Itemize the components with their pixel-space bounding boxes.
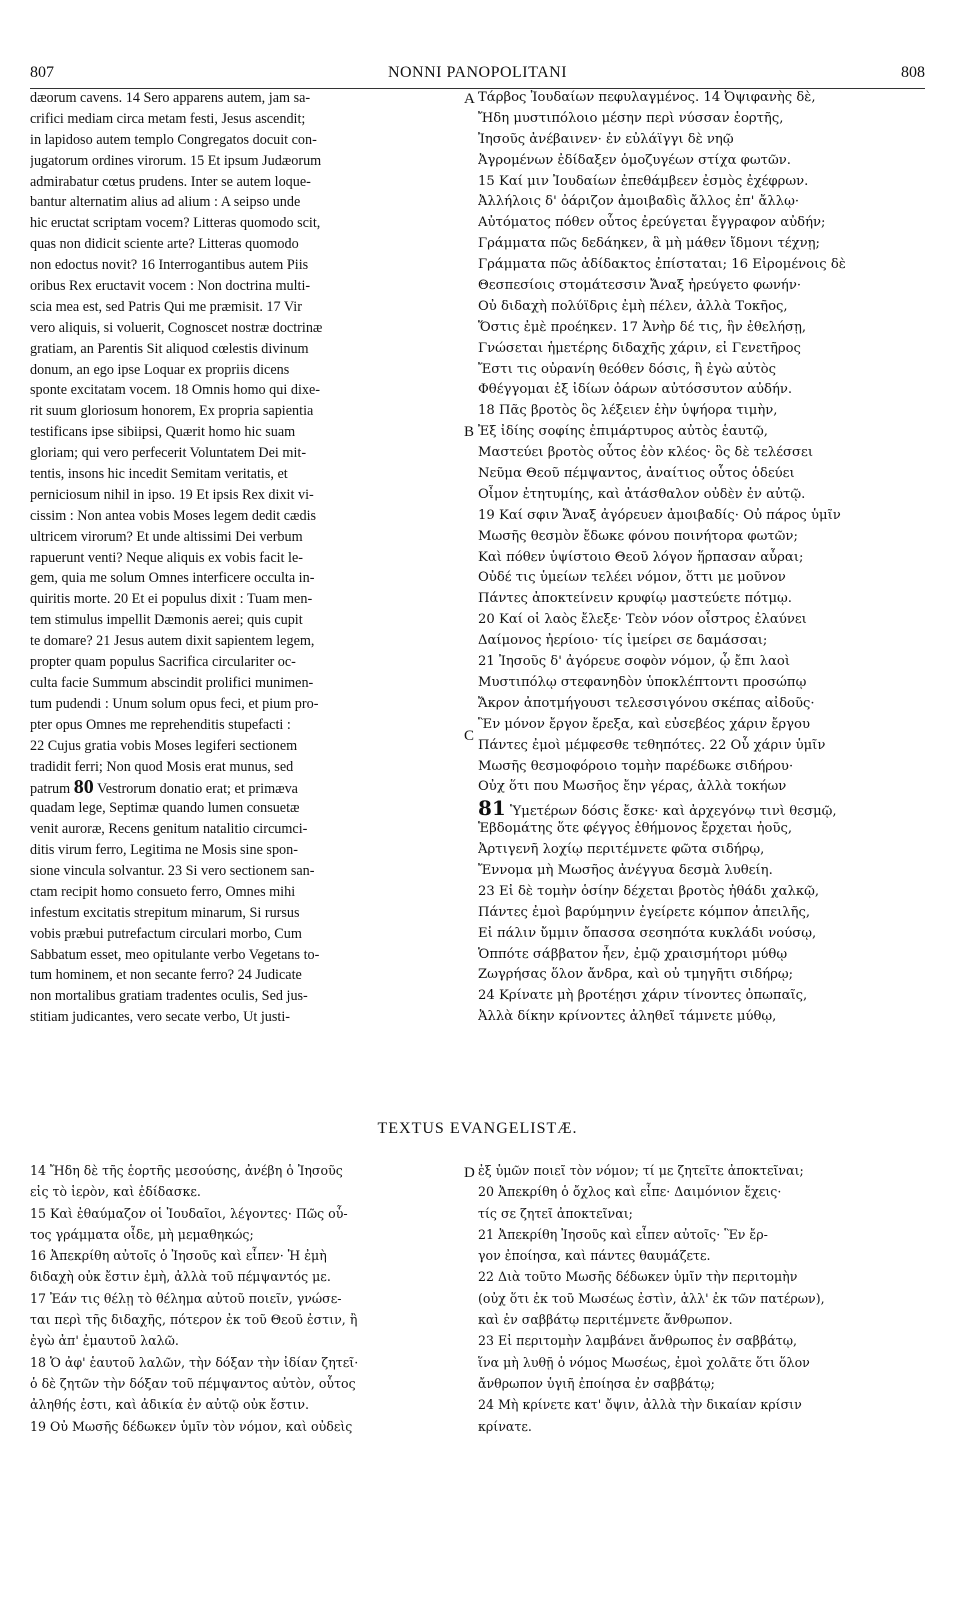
text-line: κρίνατε. [478,1418,532,1434]
text-line: εἰς τὸ ἱερὸν, καὶ ἐδίδασκε. [30,1184,201,1200]
text-line: oribus Rex eructavit vocem : Non doctrina multi- [30,278,311,295]
text-line: Τάρβος Ἰουδαίων πεφυλαγμένος. 14 Ὀψιφανὴς δὲ, [478,90,816,105]
text-line: Γράμματα πῶς δεδάηκεν, ἃ μὴ μάθεν ἴδμονι τέχνῃ; [478,236,820,252]
text-line: 14 Ἤδη δὲ τῆς ἑορτῆς μεσούσης, ἀνέβη ὁ Ἰησοῦς [30,1163,343,1178]
text-line: quadam lege, Septimæ quando lumen consuetæ [30,800,300,817]
text-line: non mortalibus gratiam tradentes oculis, Sed jus- [30,988,308,1005]
text-line: 22 Cujus gratia vobis Moses legiferi sectionem [30,737,298,754]
column-number-81: 81 [478,798,506,820]
text-line: Ἔστι τις οὐρανίη θεόθεν δόσις, ἢ ἐγὼ αὐτὸς [478,361,776,377]
text-line: 23 Εἰ δὲ τομὴν ὁσίην δέχεται βροτὸς ἠθάδι χαλκῷ, [478,883,820,899]
text-line: Ἀλλὰ δίκην κρίνοντες ἀληθεῖ τάμνετε μύθῳ, [478,1009,777,1025]
text-line: crifici mediam circa metam festi, Jesus ascendit; [30,110,306,127]
text-line: ἐξ ὑμῶν ποιεῖ τὸν νόμον; τί με ζητεῖτε ἀποκτεῖναι; [478,1163,804,1178]
text-line: propter quam populus Sacrifica circulariter oc- [30,654,296,671]
text-line: Ἔννομα μὴ Μωσῆος ἀνέγγυα δεσμὰ λυθείη. [478,862,773,878]
textus-right-column [478,1160,930,1437]
text-line: Ἰησοῦς ἀνέβαινεν· ἐν εὐλάϊγγι δὲ νηῷ [478,131,734,147]
latin-column [30,88,460,1028]
text-line: Μαστεύει βροτὸς οὗτος ἑὸν κλέος· ὃς δὲ τελέσσει [478,445,814,461]
text-line: ἵνα μὴ λυθῇ ὁ νόμος Μωσέως, ἐμοὶ χολᾶτε ὅτι ὅλον [478,1354,810,1370]
running-title: NONNI PANOPOLITANI [387,64,568,81]
text-line: Ἀγρομένων ἐδίδαξεν ὁμοζυγέων στίχα φωτῶν. [478,152,791,168]
greek-column [478,88,930,1028]
text-line: 19 Καί σφιν Ἄναξ ἀγόρευεν ἀμοιβαδίς· Οὐ πάρος ὑμῖν [478,507,841,523]
text-line: (οὐχ ὅτι ἐκ τοῦ Μωσέως ἐστὶν, ἀλλ' ἐκ τῶν πατέρων), [478,1290,825,1306]
text-line: Οὐ διδαχὴ πολύϊδρις ἐμὴ πέλεν, ἀλλὰ Τοκῆος, [478,298,788,314]
text-line: Δαίμονος ἠερίοιο· τίς ἱμείρει σε δαμάσσαι; [478,633,768,649]
text-line: Οἶμον ἐτητυμίης, καὶ ἀτάσθαλον οὐδὲν ἐν αὐτῷ. [478,486,806,502]
text-line: τίς σε ζητεῖ ἀποκτεῖναι; [478,1205,633,1221]
text-line: 15 Καὶ ἐθαύμαζον οἱ Ἰουδαῖοι, λέγοντες· Πῶς οὗ- [30,1205,348,1221]
left-page-number: 807 [30,64,54,81]
text-line: infestum excitatis strepitum minarum, Si rursus [30,904,300,921]
text-line: 21 Ἀπεκρίθη Ἰησοῦς καὶ εἶπεν αὐτοῖς· Ἓν ἔρ- [478,1226,768,1242]
text-line: Μωσῆς θεσμοφόροιο τομὴν παρέδωκε σιδήρου· [478,758,794,774]
text-line: tum hominem, et non secante ferro? 24 Judicate [30,967,302,984]
text-segment: Ὑμετέρων δόσις ἔσκε· καὶ ἀρχεγόνῳ τινὶ θεσμῷ, [510,804,837,820]
text-line: Ἀλλήλοις δ' ὀάριζον ἀμοιβαδὶς ἄλλος ἐπ' ἄλλῳ· [478,194,800,210]
text-line: ἀληθής ἐστι, καὶ ἀδικία ἐν αὐτῷ οὐκ ἔστιν. [30,1397,309,1413]
text-line: Θεσπεσίοις στομάτεσσιν Ἄναξ ἠρεύγετο φωνήν· [478,278,802,294]
text-line: Γράμματα πῶς ἀδίδακτος ἐπίσταται; 16 Εἰρομένοις δὲ [478,257,846,273]
text-line: 17 Ἐάν τις θέλῃ τὸ θέλημα αὐτοῦ ποιεῖν, γνώσε- [30,1290,342,1306]
text-line: Φθέγγομαι ἐξ ἰδίων ὀάρων αὐτόσσυτον αὐδήν. [478,382,793,398]
text-line: 22 Διὰ τοῦτο Μωσῆς δέδωκεν ὑμῖν τὴν περιτομὴν [478,1269,798,1285]
text-line: 20 Καί οἱ λαὸς ἔλεξε· Τεὸν νόον οἶστρος ἐλαύνει [478,612,807,628]
text-line: sponte excitatam vocem. 18 Omnis homo qui dixe- [30,382,320,399]
text-line: vero aliquis, si voluerit, Cognoscet nostræ doctrinæ [30,319,323,336]
text-line: scia mea est, sed Patris Qui me præmisit. 17 Vir [30,298,302,315]
text-line: quas non didicit sciente arte? Litteras quomodo [30,236,299,253]
text-line: Αὐτόματος πόθεν οὗτος ἐρεύγεται ἔγγραφον αὐδήν; [478,215,826,231]
text-line: Νεῦμα Θεοῦ πέμψαντος, ἀναίτιος οὗτος ὁδεύει [478,466,795,482]
text-line: Ἤδη μυστιπόλοιο μέσην περὶ νύσσαν ἑορτῆς, [478,110,784,126]
text-line: non edoctus novit? 16 Interrogantibus autem Piis [30,257,309,274]
text-line: ditis virum ferro, Legitima ne Mosis sine spon- [30,842,298,859]
text-line: venit auroræ, Recens genitum natalitio circumci- [30,821,308,838]
text-line: 19 Οὐ Μωσῆς δέδωκεν ὑμῖν τὸν νόμον, καὶ οὐδεὶς [30,1418,353,1434]
text-line: διδαχὴ οὐκ ἔστιν ἐμὴ, ἀλλὰ τοῦ πέμψαντός με. [30,1269,331,1285]
margin-marker-d: D [464,1165,475,1181]
text-line: 23 Εἰ περιτομὴν λαμβάνει ἄνθρωπος ἐν σαββάτῳ, [478,1333,797,1349]
margin-marker-c: C [464,728,475,744]
section-title: TEXTUS EVANGELISTÆ. [377,1120,578,1137]
text-line: tum pudendi : Unum solum opus feci, et pium pro- [30,695,319,712]
text-line: Ὅστις ἐμὲ προέηκεν. 17 Ἀνὴρ δέ τις, ἣν ἐθελήσῃ, [478,319,807,335]
text-line: donum, an ego ipse Loquar ex propriis dicens [30,361,290,378]
text-line: pter opus Omnes me reprehenditis stupefacti : [30,716,291,733]
text-line: bantur alternatim alius ad alium : A seipso unde [30,194,301,211]
text-line: admirabatur cœtus prudens. Inter se autem loque- [30,173,311,190]
text-line: culta facie Summum abscindit prolifici munimen- [30,674,314,691]
text-line: dæorum cavens. 14 Sero apparens autem, jam sa- [30,90,311,106]
text-line: gratiam, an Parentis Sit aliquod cœlestis divinum [30,340,309,357]
text-line: Πάντες ἐμοὶ μέμφεσθε τεθηπότες. 22 Οὗ χάριν ὑμῖν [478,737,826,753]
text-line: 15 Καί μιν Ἰουδαίων ἐπεθάμβεεν ἐσμὸς ἐχέφρων. [478,173,809,189]
text-line: Πάντες ἀποκτείνειν κρυφίῳ μαστεύετε πότμῳ. [478,591,792,607]
text-line: gloriam; qui vero perfecerit Voluntatem Dei mit- [30,445,307,462]
text-line: te domare? 21 Jesus autem dixit sapientem legem, [30,633,315,650]
text-line: Οὐχ ὅτι που Μωσῆος ἔην γέρας, ἀλλὰ τοκήων [478,779,787,795]
text-line [478,798,930,819]
text-line: Sabbatum esset, meo opitulante verbo Vegetans to- [30,946,320,963]
text-segment: Vestrorum donatio erat; et primæva [97,781,298,798]
text-line: ctam recipit homo consueto ferro, Omnes mihi [30,883,296,900]
column-number-80: 80 [73,777,94,799]
text-line: Ἓν μόνον ἔργον ἔρεξα, καὶ εὐσεβέος χάριν ἔργου [478,716,811,732]
text-line: tradidit ferri; Non quod Mosis erat munus, sed [30,758,294,775]
text-line: cissim : Non antea vobis Moses legem dedit cædis [30,507,317,524]
text-line: Ἐξ ἰδίης σοφίης ἐπιμάρτυρος αὐτὸς ἑαυτῷ, [478,424,768,440]
text-line: hic eructat scriptam vocem? Litteras quomodo scit, [30,215,321,232]
text-line: Ἀρτιγενῆ λοχίῳ περιτέμνετε φῶτα σιδήρῳ, [478,842,765,858]
text-line: 16 Ἀπεκρίθη αὐτοῖς ὁ Ἰησοῦς καὶ εἶπεν· Ἡ ἐμὴ [30,1248,327,1264]
textus-left-column [30,1160,460,1437]
text-line: Ὁππότε σάββατον ἦεν, ἐμῷ χραισμήτορι μύθῳ [478,946,788,962]
text-line: 18 Πᾶς βροτὸς ὃς λέξειεν ἑὴν ὑψήορα τιμὴν, [478,403,778,419]
text-line: 20 Ἀπεκρίθη ὁ ὄχλος καὶ εἶπε· Δαιμόνιον ἔχεις· [478,1184,782,1200]
text-line: ἐγὼ ἀπ' ἐμαυτοῦ λαλῶ. [30,1333,179,1349]
text-line: Εἰ πάλιν ὔμμιν ὄπασσα σεσηπότα κυκλάδι νούσῳ, [478,925,817,941]
text-line: Γνώσεται ἡμετέρης διδαχῆς χάριν, εἰ Γενετῆρος [478,340,801,356]
text-line: Ἄκρον ἀποτμήγουσι τελεσσιγόνου σκέπας αἰδοῦς· [478,695,815,711]
text-line: sione vincula solvantur. 23 Si vero sectionem san- [30,862,315,879]
text-line: Οὐδέ τις ὑμείων τελέει νόμον, ὅττι με μοῦνον [478,570,786,586]
text-line: ὁ δὲ ζητῶν τὴν δόξαν τοῦ πέμψαντος αὐτὸν, οὗτος [30,1375,356,1391]
margin-marker-b: B [464,424,475,440]
text-line: jugatorum ordines virorum. 15 Et ipsum Judæorum [30,152,322,169]
text-line: vobis præbui putrefactum circulari morbo, Cum [30,925,302,942]
text-line: Καὶ πόθεν ὑψίστοιο Θεοῦ λόγον ἥρπασαν αὖραι; [478,549,804,565]
text-line: ultricem virorum? Et unde altissimi Dei verbum [30,528,303,545]
text-line: rapuerunt venti? Neque aliquis ex vobis facit le- [30,549,304,566]
text-line: ται περὶ τῆς διδαχῆς, πότερον ἐκ τοῦ Θεοῦ ἐστιν, ἢ [30,1312,358,1328]
text-line: γον ἐποίησα, καὶ πάντες θαυμάζετε. [478,1248,711,1264]
text-line [30,777,460,798]
text-line: testificans ipse sibiipsi, Quærit homo hic suam [30,424,296,441]
text-line: Ζωγρήσας ὅλον ἄνδρα, καὶ οὐ τμηγῆτι σιδήρῳ; [478,967,794,983]
page-header [30,64,925,86]
text-line: tem stimulus impellit Dæmonis aerei; quis cupit [30,612,303,629]
margin-marker-a: A [464,91,475,107]
text-line: Πάντες ἐμοὶ βαρύμηνιν ἐγείρετε κόμπον ἀπειλῆς, [478,904,811,920]
text-line: rit suum gloriosum honorem, Ex propria sapientia [30,403,314,420]
text-line: Ἑβδομάτης ὅτε φέγγος ἐθήμονος ἔρχεται ἠοῦς, [478,821,793,837]
text-line: in lapidoso autem templo Congregatos docuit con- [30,131,317,148]
text-line: Μυστιπόλῳ στεφανηδὸν ὑποκλέπτοντι προσώπῳ [478,674,807,690]
text-line: tentis, insons hic incedit Semitam veritatis, et [30,466,288,483]
text-line: gem, quia me solum Omnes interficere occulta in- [30,570,315,587]
text-line: stitiam judicantes, vero secate verbo, Ut justi- [30,1009,291,1026]
text-line: τος γράμματα οἶδε, μὴ μεμαθηκώς; [30,1226,254,1242]
text-segment: patrum [30,781,71,798]
text-line: perniciosum nihil in ipso. 19 Et ipsis Rex dixit vi- [30,486,314,503]
text-line: 18 Ὁ ἀφ' ἑαυτοῦ λαλῶν, τὴν δόξαν τὴν ἰδίαν ζητεῖ· [30,1354,359,1370]
text-line: ἄνθρωπον ὑγιῆ ἐποίησα ἐν σαββάτῳ; [478,1375,715,1391]
text-line: quiritis morte. 20 Et ei populus dixit : Tuam men- [30,591,313,608]
text-line: 24 Κρίνατε μὴ βροτέῃσι χάριν τίνοντες ὀπωπαῖς, [478,988,808,1004]
text-line: 21 Ἰησοῦς δ' ἀγόρευε σοφὸν νόμον, ᾧ ἔπι λαοὶ [478,654,791,670]
text-line: καὶ ἐν σαββάτῳ περιτέμνετε ἄνθρωπον. [478,1312,733,1328]
text-line: Μωσῆς θεσμὸν ἔδωκε φόνου ποινήτορα φωτῶν; [478,528,798,544]
right-page-number: 808 [901,64,925,81]
text-line: 24 Μὴ κρίνετε κατ' ὄψιν, ἀλλὰ τὴν δικαίαν κρίσιν [478,1397,802,1413]
